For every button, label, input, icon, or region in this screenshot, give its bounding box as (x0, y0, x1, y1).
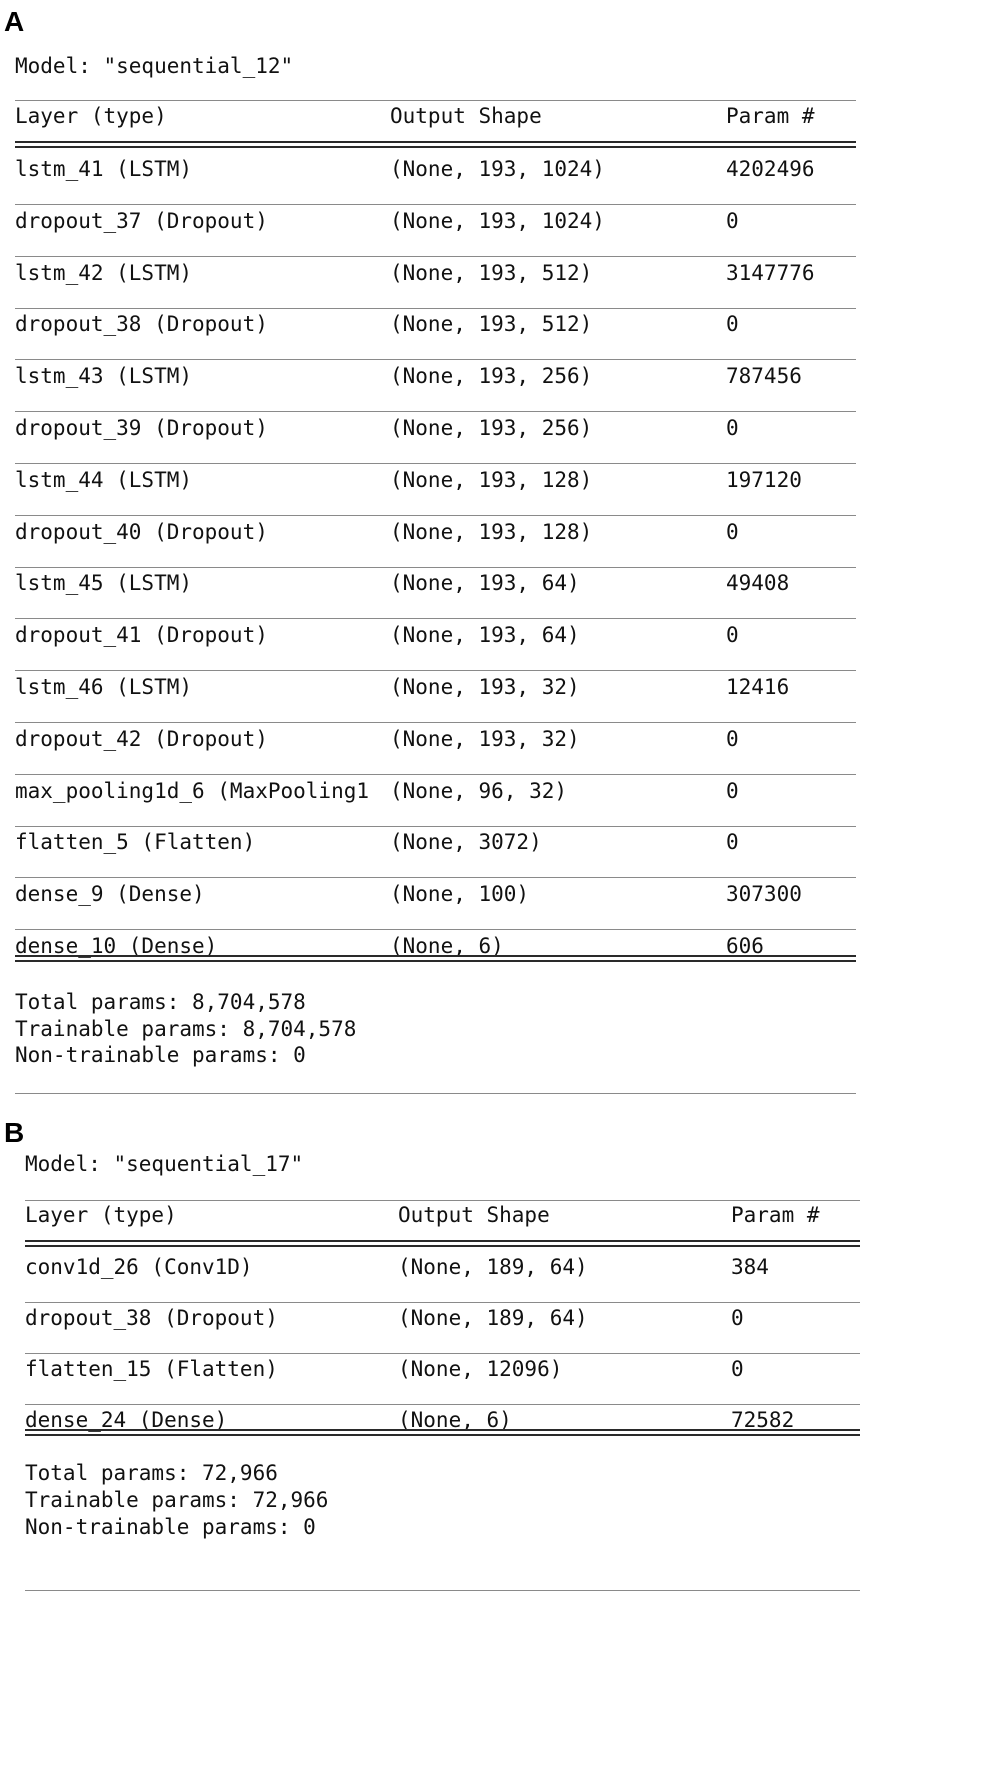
row-separator (25, 1302, 860, 1303)
param-count: 197120 (726, 467, 802, 492)
row-separator (15, 929, 856, 930)
row-separator (15, 204, 856, 205)
layer-name: dropout_37 (Dropout) (15, 208, 268, 233)
output-shape: (None, 193, 512) (390, 260, 593, 285)
layer-name: lstm_44 (LSTM) (15, 467, 193, 492)
footer-double-rule (15, 955, 856, 962)
layer-name: dropout_40 (Dropout) (15, 519, 268, 544)
layer-name: dropout_42 (Dropout) (15, 726, 268, 751)
row-separator (15, 359, 856, 360)
output-shape: (None, 189, 64) (398, 1306, 588, 1330)
summary-bottom-rule (15, 1093, 856, 1094)
param-count: 384 (731, 1255, 769, 1279)
row-separator (15, 567, 856, 568)
layer-name: lstm_41 (LSTM) (15, 157, 193, 181)
param-count: 307300 (726, 882, 802, 907)
header-top-rule (15, 100, 856, 101)
layer-name: lstm_43 (LSTM) (15, 364, 193, 389)
header-layer-type: Layer (type) (15, 104, 167, 128)
output-shape: (None, 193, 512) (390, 312, 593, 337)
layer-name: dropout_41 (Dropout) (15, 623, 268, 648)
param-count: 0 (726, 778, 739, 803)
output-shape: (None, 193, 256) (390, 364, 593, 389)
row-separator (15, 670, 856, 671)
output-shape: (None, 12096) (398, 1357, 563, 1381)
row-separator (15, 618, 856, 619)
total-params: Total params: 8,704,578 (15, 990, 306, 1014)
output-shape: (None, 193, 1024) (390, 208, 605, 233)
row-separator (25, 1353, 860, 1354)
output-shape: (None, 193, 128) (390, 519, 593, 544)
layer-name: lstm_42 (LSTM) (15, 260, 193, 285)
param-count: 0 (726, 623, 739, 648)
trainable-params: Trainable params: 8,704,578 (15, 1016, 357, 1041)
output-shape: (None, 193, 256) (390, 416, 593, 440)
layer-name: dropout_39 (Dropout) (15, 416, 268, 440)
param-count: 0 (726, 312, 739, 337)
non-trainable-params: Non-trainable params: 0 (15, 1043, 306, 1067)
footer-double-rule (25, 1429, 860, 1436)
layer-name: dropout_38 (Dropout) (25, 1306, 278, 1330)
output-shape: (None, 96, 32) (390, 778, 568, 803)
layer-name: max_pooling1d_6 (MaxPooling1 (15, 778, 370, 803)
param-count: 12416 (726, 675, 790, 699)
output-shape: (None, 193, 32) (390, 726, 580, 751)
layer-name: conv1d_26 (Conv1D) (25, 1255, 253, 1279)
output-shape: (None, 193, 128) (390, 467, 593, 492)
header-output-shape: Output Shape (390, 104, 542, 128)
param-count: 606 (726, 934, 764, 958)
row-separator (15, 515, 856, 516)
param-count: 0 (726, 519, 739, 544)
row-separator (15, 411, 856, 412)
output-shape: (None, 6) (390, 934, 504, 958)
layer-name: flatten_5 (Flatten) (15, 830, 256, 855)
layer-name: lstm_46 (LSTM) (15, 675, 193, 699)
total-params: Total params: 72,966 (25, 1461, 278, 1485)
row-separator (15, 256, 856, 257)
row-separator (15, 463, 856, 464)
layer-name: dense_10 (Dense) (15, 934, 218, 958)
param-count: 3147776 (726, 260, 815, 285)
layer-name: flatten_15 (Flatten) (25, 1357, 278, 1381)
output-shape: (None, 3072) (390, 830, 542, 855)
header-output-shape: Output Shape (398, 1203, 550, 1227)
param-count: 0 (726, 830, 739, 855)
param-count: 72582 (731, 1408, 795, 1432)
model-name: Model: "sequential_12" (15, 54, 294, 78)
panel-label: A (4, 6, 25, 37)
header-double-rule (15, 141, 856, 148)
param-count: 4202496 (726, 157, 815, 181)
row-separator (25, 1404, 860, 1405)
header-param-count: Param # (731, 1203, 820, 1227)
header-top-rule (25, 1200, 860, 1201)
layer-name: dropout_38 (Dropout) (15, 312, 268, 337)
param-count: 0 (726, 208, 739, 233)
row-separator (15, 722, 856, 723)
layer-name: dense_24 (Dense) (25, 1408, 228, 1432)
panel-label: B (4, 1117, 25, 1148)
output-shape: (None, 6) (398, 1408, 512, 1432)
header-param-count: Param # (726, 104, 815, 128)
non-trainable-params: Non-trainable params: 0 (25, 1515, 316, 1539)
model-name: Model: "sequential_17" (25, 1152, 304, 1176)
header-layer-type: Layer (type) (25, 1203, 177, 1227)
output-shape: (None, 193, 64) (390, 571, 580, 596)
row-separator (15, 774, 856, 775)
layer-name: dense_9 (Dense) (15, 882, 205, 907)
layer-name: lstm_45 (LSTM) (15, 571, 193, 596)
trainable-params: Trainable params: 72,966 (25, 1488, 329, 1512)
param-count: 787456 (726, 364, 802, 389)
param-count: 0 (731, 1306, 744, 1330)
row-separator (15, 308, 856, 309)
output-shape: (None, 100) (390, 882, 530, 907)
param-count: 49408 (726, 571, 790, 596)
output-shape: (None, 193, 64) (390, 623, 580, 648)
param-count: 0 (731, 1357, 744, 1381)
param-count: 0 (726, 416, 739, 440)
header-double-rule (25, 1240, 860, 1247)
output-shape: (None, 193, 32) (390, 675, 580, 699)
output-shape: (None, 189, 64) (398, 1255, 588, 1279)
row-separator (15, 826, 856, 827)
param-count: 0 (726, 726, 739, 751)
output-shape: (None, 193, 1024) (390, 157, 605, 181)
row-separator (15, 877, 856, 878)
summary-bottom-rule (25, 1590, 860, 1591)
